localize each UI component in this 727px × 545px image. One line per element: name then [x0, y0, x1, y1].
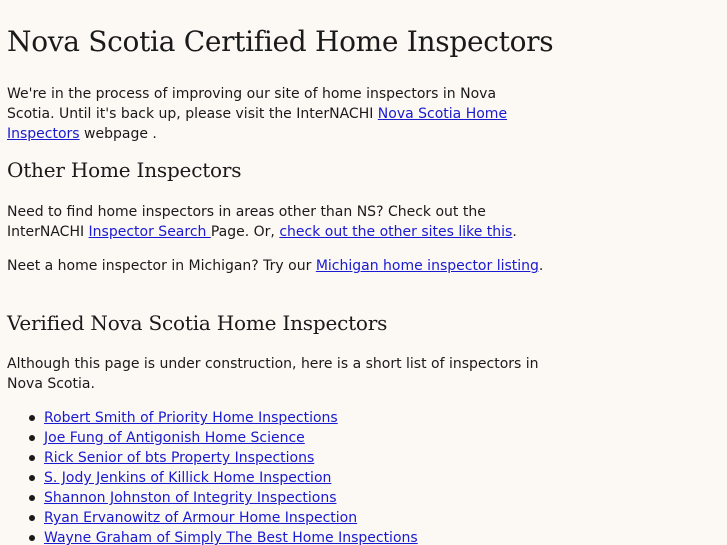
inspector-link[interactable]: Robert Smith of Priority Home Inspections: [44, 410, 338, 426]
michigan-text: Neet a home inspector in Michigan? Try our: [7, 258, 316, 274]
inspector-link[interactable]: Rick Senior of bts Property Inspections: [44, 450, 315, 466]
nova-scotia-home-inspectors-link[interactable]: Nova Scotia Home Inspectors: [7, 106, 508, 142]
list-item: [44, 468, 418, 488]
intro-text-after: webpage .: [79, 126, 157, 142]
verified-inspectors-heading: Verified Nova Scotia Home Inspectors: [7, 311, 388, 335]
list-item: [44, 488, 418, 508]
inspector-link[interactable]: Wayne Graham of Simply The Best Home Inspections: [44, 530, 418, 545]
inspector-link[interactable]: Joe Fung of Antigonish Home Science: [44, 430, 305, 446]
intro-text: We're in the process of improving our site of home inspectors in Nova Scotia. Until it's back up, please visit the InterNACHI: [7, 86, 497, 122]
other-text-2: Page. Or,: [210, 224, 280, 240]
other-inspectors-heading: Other Home Inspectors: [7, 158, 242, 182]
list-item: [44, 508, 418, 528]
other-text-1: Need to find home inspectors in areas other than NS? Check out the InterNACHI: [7, 204, 486, 240]
michigan-text-after: .: [538, 258, 544, 274]
list-item: [44, 448, 418, 468]
other-text-3: .: [512, 224, 517, 240]
list-item: [44, 528, 418, 545]
michigan-paragraph: [7, 256, 547, 276]
verified-intro-paragraph: Although this page is under construction, here is a short list of inspectors in Nova Scotia.: [7, 356, 539, 392]
inspector-link[interactable]: S. Jody Jenkins of Killick Home Inspection: [44, 470, 332, 486]
list-item: [44, 408, 418, 428]
other-inspectors-paragraph: [7, 202, 547, 242]
inspector-search-link[interactable]: Inspector Search: [88, 224, 211, 240]
inspector-link[interactable]: Shannon Johnston of Integrity Inspections: [44, 490, 337, 506]
inspector-link[interactable]: Ryan Ervanowitz of Armour Home Inspection: [44, 510, 358, 526]
other-sites-link[interactable]: check out the other sites like this: [279, 224, 513, 240]
intro-paragraph: [7, 84, 547, 144]
page-title: Nova Scotia Certified Home Inspectors: [7, 25, 554, 58]
michigan-listing-link[interactable]: Michigan home inspector listing: [315, 258, 539, 274]
list-item: [44, 428, 418, 448]
inspector-list: [7, 408, 418, 545]
